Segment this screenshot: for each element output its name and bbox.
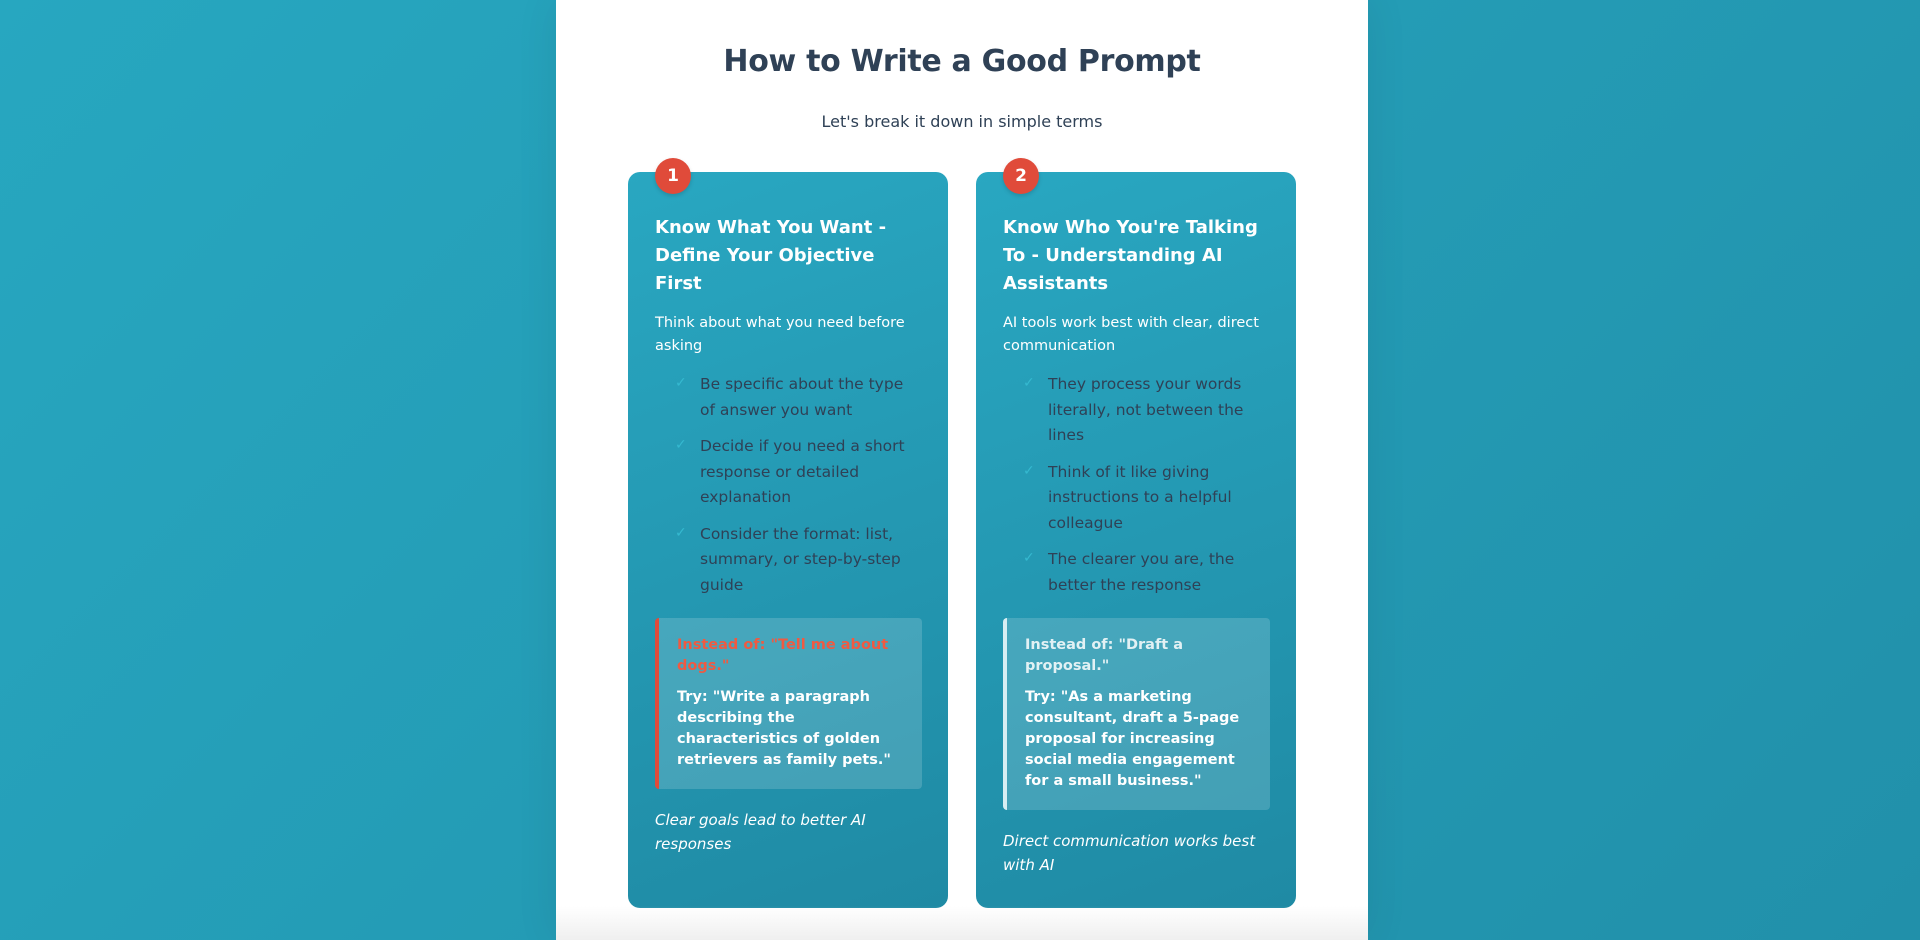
card-intro: Think about what you need before asking — [655, 315, 905, 354]
checklist-item-text: The clearer you are, the better the response — [1048, 550, 1235, 594]
bottom-fade — [556, 906, 1368, 940]
content-sheet — [556, 0, 1368, 940]
check-icon: ✓ — [675, 375, 687, 391]
checklist-item-text: Consider the format: list, summary, or step-by-step guide — [700, 524, 901, 594]
instead-example: Instead of: "Tell me about dogs." — [677, 637, 889, 674]
step-number-badge: 1 — [655, 158, 691, 194]
page-title: How to Write a Good Prompt — [723, 44, 1201, 79]
try-example: Try: "Write a paragraph describing the characteristics of golden retrievers as family pets." — [677, 689, 891, 768]
check-icon: ✓ — [675, 524, 687, 541]
checklist-item — [655, 372, 922, 423]
step-card-2 — [976, 166, 1296, 908]
step-number-badge: 2 — [1003, 158, 1039, 194]
checklist-item-text: They process your words literally, not between the lines — [1048, 375, 1244, 444]
checklist-item — [1003, 547, 1270, 598]
checklist-item — [1003, 372, 1270, 449]
example-box — [655, 618, 922, 789]
step-card-1 — [628, 166, 948, 908]
checklist — [655, 372, 922, 598]
check-icon: ✓ — [1023, 462, 1035, 479]
page-subtitle: Let's break it down in simple terms — [821, 112, 1103, 131]
card-title: Know Who You're Talking To - Understanding AI Assistants — [1003, 217, 1258, 294]
checklist-item-text: Be specific about the type of answer you want — [700, 375, 904, 419]
card-note: Clear goals lead to better AI responses — [655, 811, 866, 853]
checklist — [1003, 372, 1270, 598]
card-title: Know What You Want - Define Your Objective First — [655, 217, 887, 294]
check-icon: ✓ — [675, 437, 687, 453]
checklist-item-text: Think of it like giving instructions to a helpful colleague — [1048, 462, 1232, 532]
checklist-item — [655, 434, 922, 511]
instead-example: Instead of: "Draft a proposal." — [1025, 637, 1184, 674]
check-icon: ✓ — [1023, 550, 1035, 566]
check-icon: ✓ — [1023, 375, 1035, 391]
checklist-item — [655, 522, 922, 599]
card-note: Direct communication works best with AI — [1003, 832, 1256, 874]
checklist-item — [1003, 460, 1270, 537]
checklist-item-text: Decide if you need a short response or detailed explanation — [700, 437, 905, 506]
example-box — [1003, 618, 1270, 810]
try-example: Try: "As a marketing consultant, draft a 5-page proposal for increasing social media engagement for a small business." — [1025, 689, 1240, 789]
card-intro: AI tools work best with clear, direct communication — [1003, 315, 1259, 354]
